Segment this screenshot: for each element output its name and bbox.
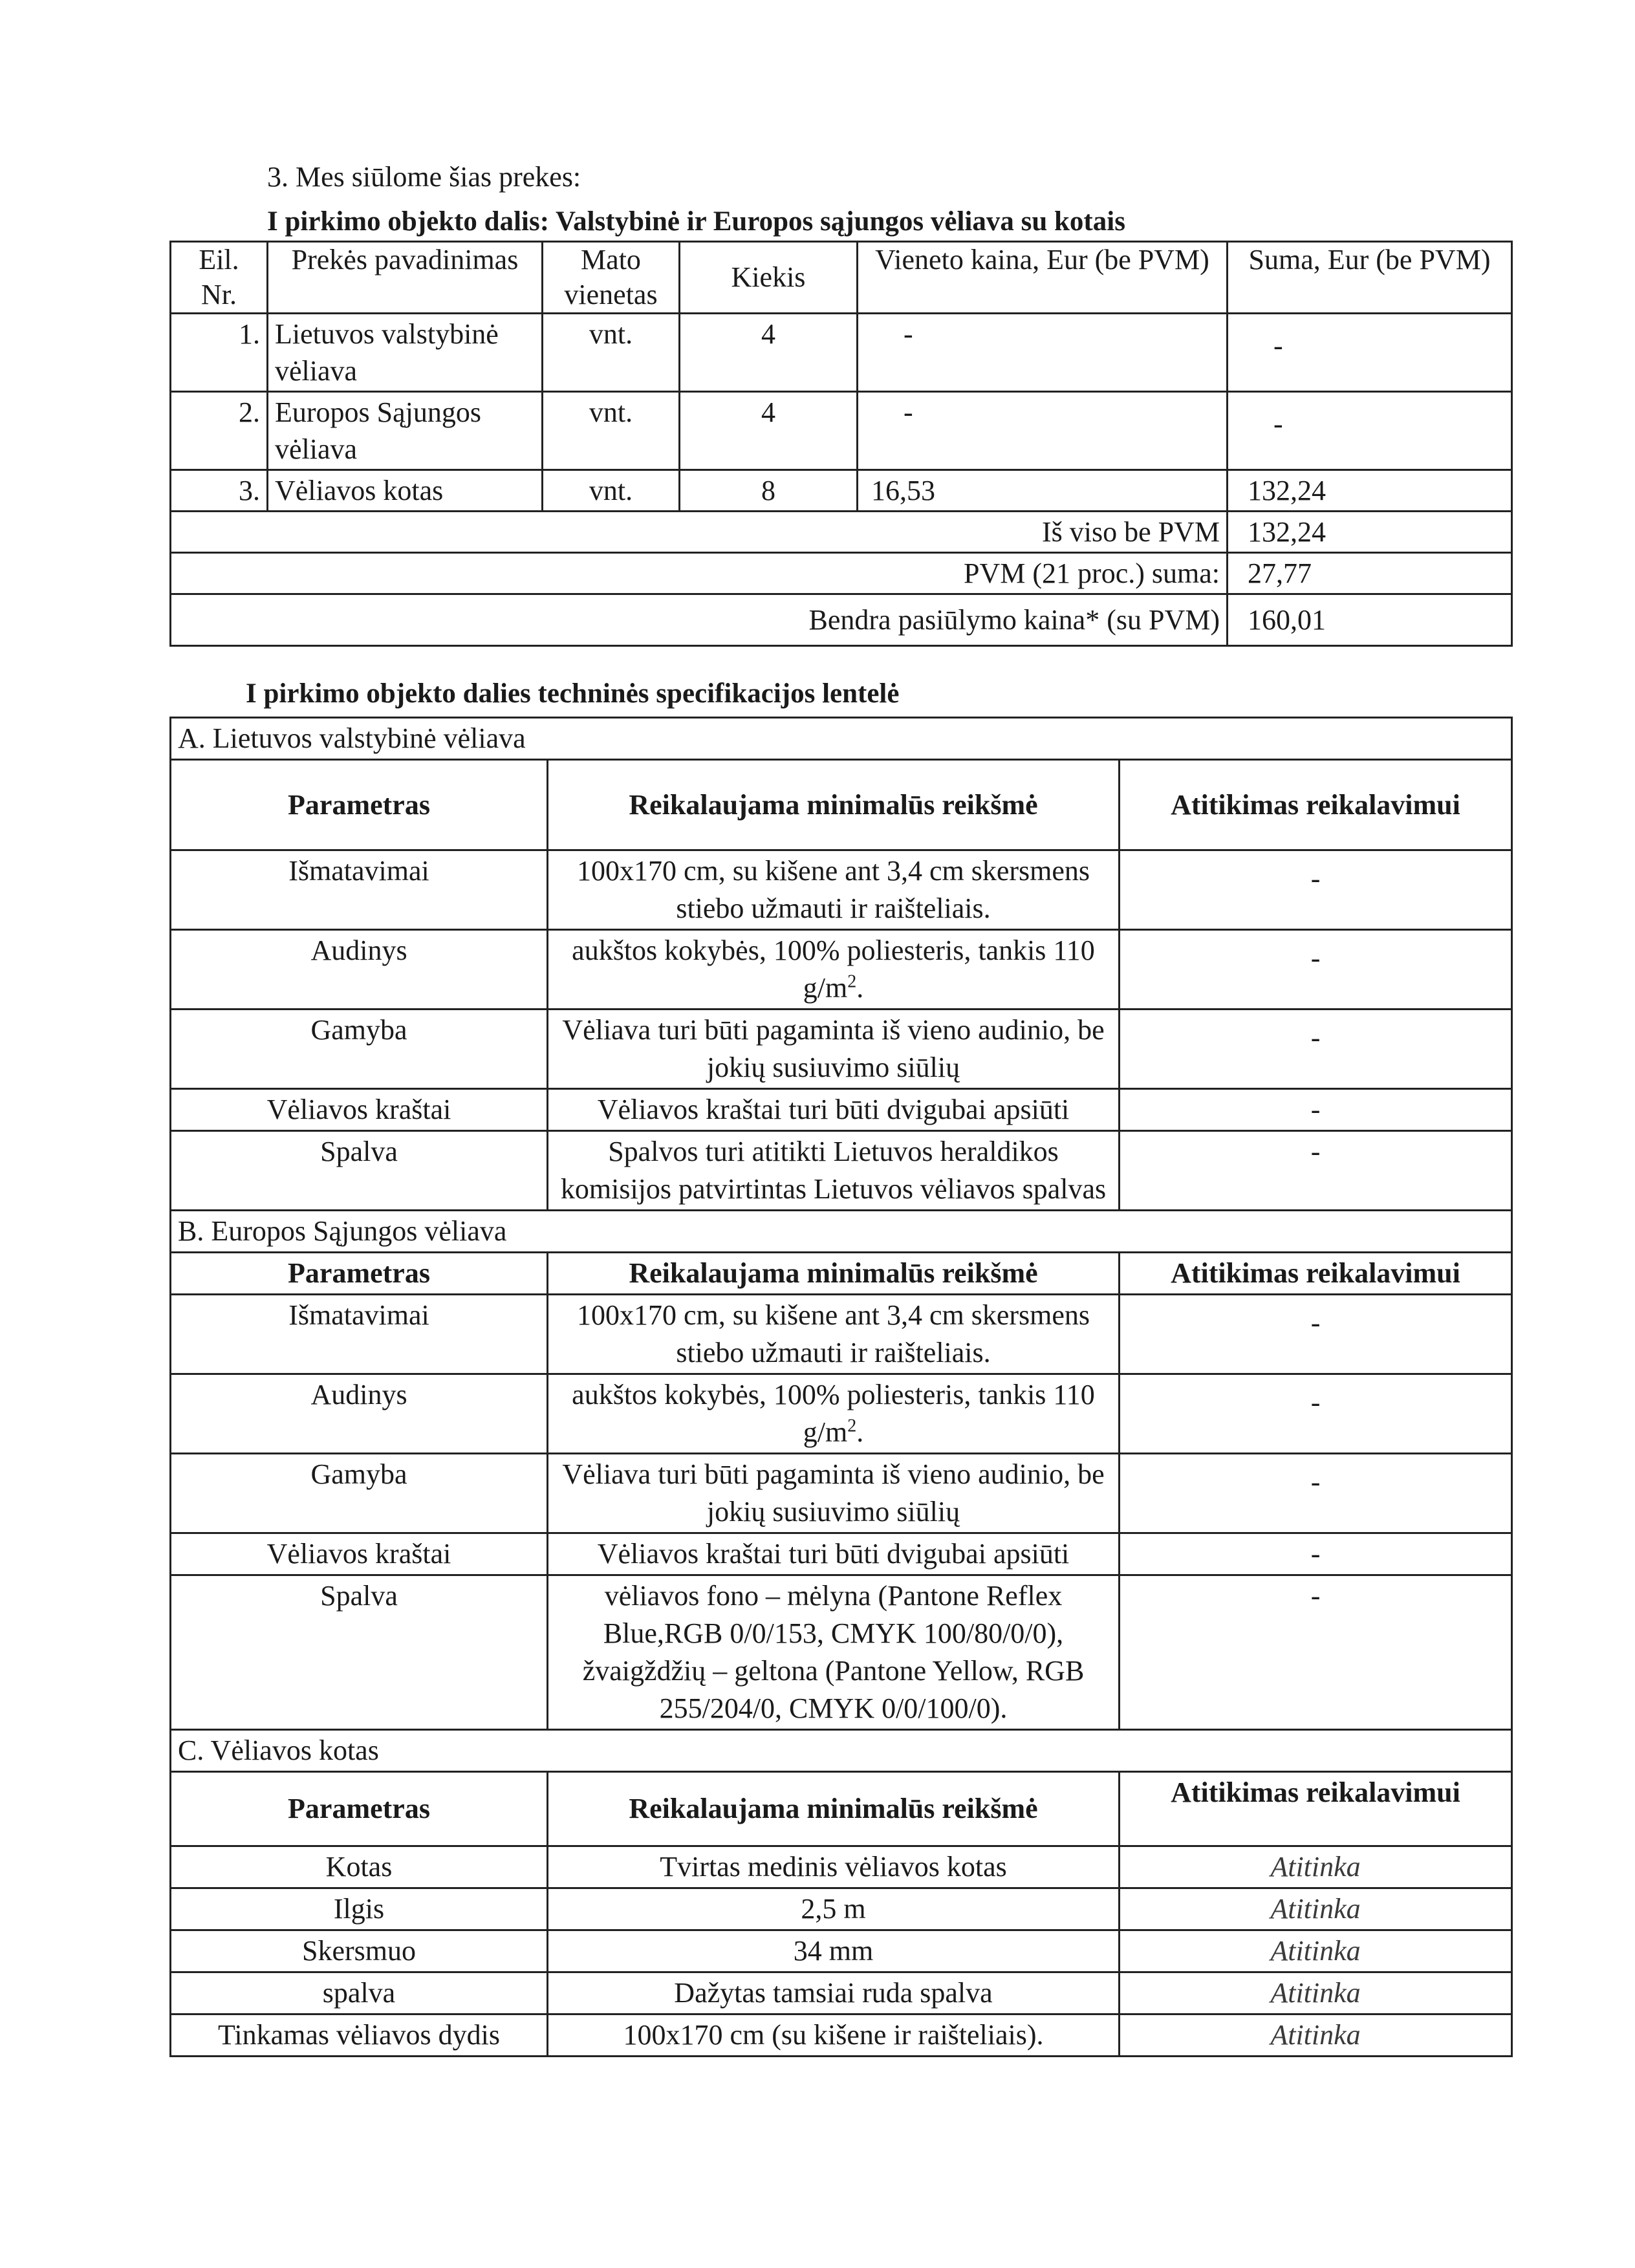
cell-comp: Atitinka — [1120, 1972, 1512, 2014]
total-value: 27,77 — [1228, 553, 1512, 594]
cell-param: Išmatavimai — [171, 850, 548, 930]
req-text-end: . — [856, 1416, 864, 1448]
header-req: Reikalaujama minimalūs reikšmė — [548, 1772, 1120, 1846]
total-label: PVM (21 proc.) suma: — [171, 553, 1228, 594]
cell-param: Ilgis — [171, 1888, 548, 1930]
cell-param: Vėliavos kraštai — [171, 1089, 548, 1131]
total-label: Iš viso be PVM — [171, 512, 1228, 553]
cell-comp: Atitinka — [1120, 1888, 1512, 1930]
cell-param: Spalva — [171, 1131, 548, 1211]
section-a-title-row — [171, 718, 1512, 760]
cell-req: 100x170 cm (su kišene ir raišteliais). — [548, 2014, 1120, 2057]
cell-qty: 8 — [680, 470, 858, 512]
cell-comp: - — [1120, 1131, 1512, 1211]
cell-req: Vėliava turi būti pagaminta iš vieno audinio, be jokių susiuvimo siūlių — [548, 1454, 1120, 1533]
cell-param: Gamyba — [171, 1010, 548, 1089]
cell-req — [548, 1374, 1120, 1454]
cell-req: vėliavos fono – mėlyna (Pantone Reflex Blue,RGB 0/0/153, CMYK 100/80/0/0), žvaigždžių – geltona (Pantone Yellow, RGB 255/204/0, CMYK 0/0/100/0). — [548, 1575, 1120, 1730]
table-row — [171, 1533, 1512, 1575]
section-title: B. Europos Sąjungos vėliava — [171, 1211, 1512, 1253]
cell-comp: - — [1120, 930, 1512, 1010]
spec-title: I pirkimo objekto dalies techninės specifikacijos lentelė — [246, 678, 900, 709]
cell-qty: 4 — [680, 314, 858, 392]
cell-price: - — [858, 392, 1228, 470]
header-param: Parametras — [171, 1772, 548, 1846]
part-title: I pirkimo objekto dalis: Valstybinė ir Europos sąjungos vėliava su kotais — [267, 206, 1125, 237]
header-comp: Atitikimas reikalavimui — [1120, 760, 1512, 850]
cell-param: Vėliavos kraštai — [171, 1533, 548, 1575]
total-row — [171, 553, 1512, 594]
cell-qty: 4 — [680, 392, 858, 470]
cell-req — [548, 930, 1120, 1010]
cell-param: Išmatavimai — [171, 1295, 548, 1374]
cell-param: Kotas — [171, 1846, 548, 1888]
cell-req: Spalvos turi atitikti Lietuvos heraldikos komisijos patvirtintas Lietuvos vėliavos spalvas — [548, 1131, 1120, 1211]
cell-name: Lietuvos valstybinė vėliava — [268, 314, 543, 392]
table-row — [171, 1575, 1512, 1730]
table-row — [171, 850, 1512, 930]
header-nr: Eil. Nr. — [171, 242, 268, 314]
header-param: Parametras — [171, 760, 548, 850]
total-label: Bendra pasiūlymo kaina* (su PVM) — [171, 594, 1228, 646]
cell-name: Vėliavos kotas — [268, 470, 543, 512]
spec-header-row — [171, 1772, 1512, 1846]
header-req: Reikalaujama minimalūs reikšmė — [548, 760, 1120, 850]
cell-comp: - — [1120, 1533, 1512, 1575]
req-text-end: . — [856, 972, 864, 1004]
spec-header-row — [171, 760, 1512, 850]
req-text: aukštos kokybės, 100% poliesteris, tankis 110 g/m — [572, 934, 1095, 1004]
cell-req: 2,5 m — [548, 1888, 1120, 1930]
cell-price: 16,53 — [858, 470, 1228, 512]
cell-req: 100x170 cm, su kišene ant 3,4 cm skersmens stiebo užmauti ir raišteliais. — [548, 1295, 1120, 1374]
cell-comp: Atitinka — [1120, 2014, 1512, 2057]
table-row — [171, 1454, 1512, 1533]
cell-comp: - — [1120, 1010, 1512, 1089]
req-superscript: 2 — [847, 1416, 857, 1436]
cell-req: Tvirtas medinis vėliavos kotas — [548, 1846, 1120, 1888]
header-param: Parametras — [171, 1253, 548, 1295]
cell-sum: - — [1228, 314, 1512, 392]
cell-comp: Atitinka — [1120, 1846, 1512, 1888]
cell-param: Spalva — [171, 1575, 548, 1730]
header-req: Reikalaujama minimalūs reikšmė — [548, 1253, 1120, 1295]
spec-table — [169, 717, 1513, 2057]
cell-param: spalva — [171, 1972, 548, 2014]
cell-comp: - — [1120, 1454, 1512, 1533]
header-unit: Mato vienetas — [543, 242, 680, 314]
table-row — [171, 1972, 1512, 2014]
table-row — [171, 1131, 1512, 1211]
cell-unit: vnt. — [543, 470, 680, 512]
cell-param: Audinys — [171, 930, 548, 1010]
cell-req: Dažytas tamsiai ruda spalva — [548, 1972, 1120, 2014]
table-row — [171, 1888, 1512, 1930]
table-row — [171, 392, 1512, 470]
cell-comp: - — [1120, 850, 1512, 930]
cell-nr: 3. — [171, 470, 268, 512]
header-name: Prekės pavadinimas — [268, 242, 543, 314]
table-row — [171, 1930, 1512, 1972]
cell-sum: - — [1228, 392, 1512, 470]
req-text: aukštos kokybės, 100% poliesteris, tankis 110 g/m — [572, 1379, 1095, 1448]
cell-nr: 2. — [171, 392, 268, 470]
spec-header-row — [171, 1253, 1512, 1295]
cell-sum: 132,24 — [1228, 470, 1512, 512]
cell-req: Vėliava turi būti pagaminta iš vieno audinio, be jokių susiuvimo siūlių — [548, 1010, 1120, 1089]
cell-param: Audinys — [171, 1374, 548, 1454]
cell-nr: 1. — [171, 314, 268, 392]
total-value: 160,01 — [1228, 594, 1512, 646]
offer-table — [169, 241, 1513, 647]
cell-req: 34 mm — [548, 1930, 1120, 1972]
cell-req: Vėliavos kraštai turi būti dvigubai apsiūti — [548, 1533, 1120, 1575]
req-superscript: 2 — [847, 971, 857, 992]
cell-req: 100x170 cm, su kišene ant 3,4 cm skersmens stiebo užmauti ir raišteliais. — [548, 850, 1120, 930]
header-comp: Atitikimas reikalavimui — [1120, 1772, 1512, 1846]
cell-unit: vnt. — [543, 314, 680, 392]
table-row — [171, 1846, 1512, 1888]
header-sum: Suma, Eur (be PVM) — [1228, 242, 1512, 314]
total-row — [171, 594, 1512, 646]
header-qty: Kiekis — [680, 242, 858, 314]
table-row — [171, 1010, 1512, 1089]
cell-price: - — [858, 314, 1228, 392]
table-row — [171, 470, 1512, 512]
table-row — [171, 1374, 1512, 1454]
section-title: C. Vėliavos kotas — [171, 1730, 1512, 1772]
cell-comp: - — [1120, 1089, 1512, 1131]
cell-comp: - — [1120, 1575, 1512, 1730]
total-value: 132,24 — [1228, 512, 1512, 553]
cell-comp: - — [1120, 1374, 1512, 1454]
cell-comp: - — [1120, 1295, 1512, 1374]
cell-param: Tinkamas vėliavos dydis — [171, 2014, 548, 2057]
cell-param: Gamyba — [171, 1454, 548, 1533]
table-row — [171, 1089, 1512, 1131]
table-row — [171, 314, 1512, 392]
table-row — [171, 930, 1512, 1010]
table-row — [171, 1295, 1512, 1374]
header-comp: Atitikimas reikalavimui — [1120, 1253, 1512, 1295]
cell-comp: Atitinka — [1120, 1930, 1512, 1972]
section-c-title-row — [171, 1730, 1512, 1772]
cell-name: Europos Sąjungos vėliava — [268, 392, 543, 470]
section-title: A. Lietuvos valstybinė vėliava — [171, 718, 1512, 760]
offer-header-row — [171, 242, 1512, 314]
total-row — [171, 512, 1512, 553]
cell-unit: vnt. — [543, 392, 680, 470]
header-price: Vieneto kaina, Eur (be PVM) — [858, 242, 1228, 314]
cell-req: Vėliavos kraštai turi būti dvigubai apsiūti — [548, 1089, 1120, 1131]
intro-text: 3. Mes siūlome šias prekes: — [267, 161, 581, 193]
table-row — [171, 2014, 1512, 2057]
section-b-title-row — [171, 1211, 1512, 1253]
cell-param: Skersmuo — [171, 1930, 548, 1972]
